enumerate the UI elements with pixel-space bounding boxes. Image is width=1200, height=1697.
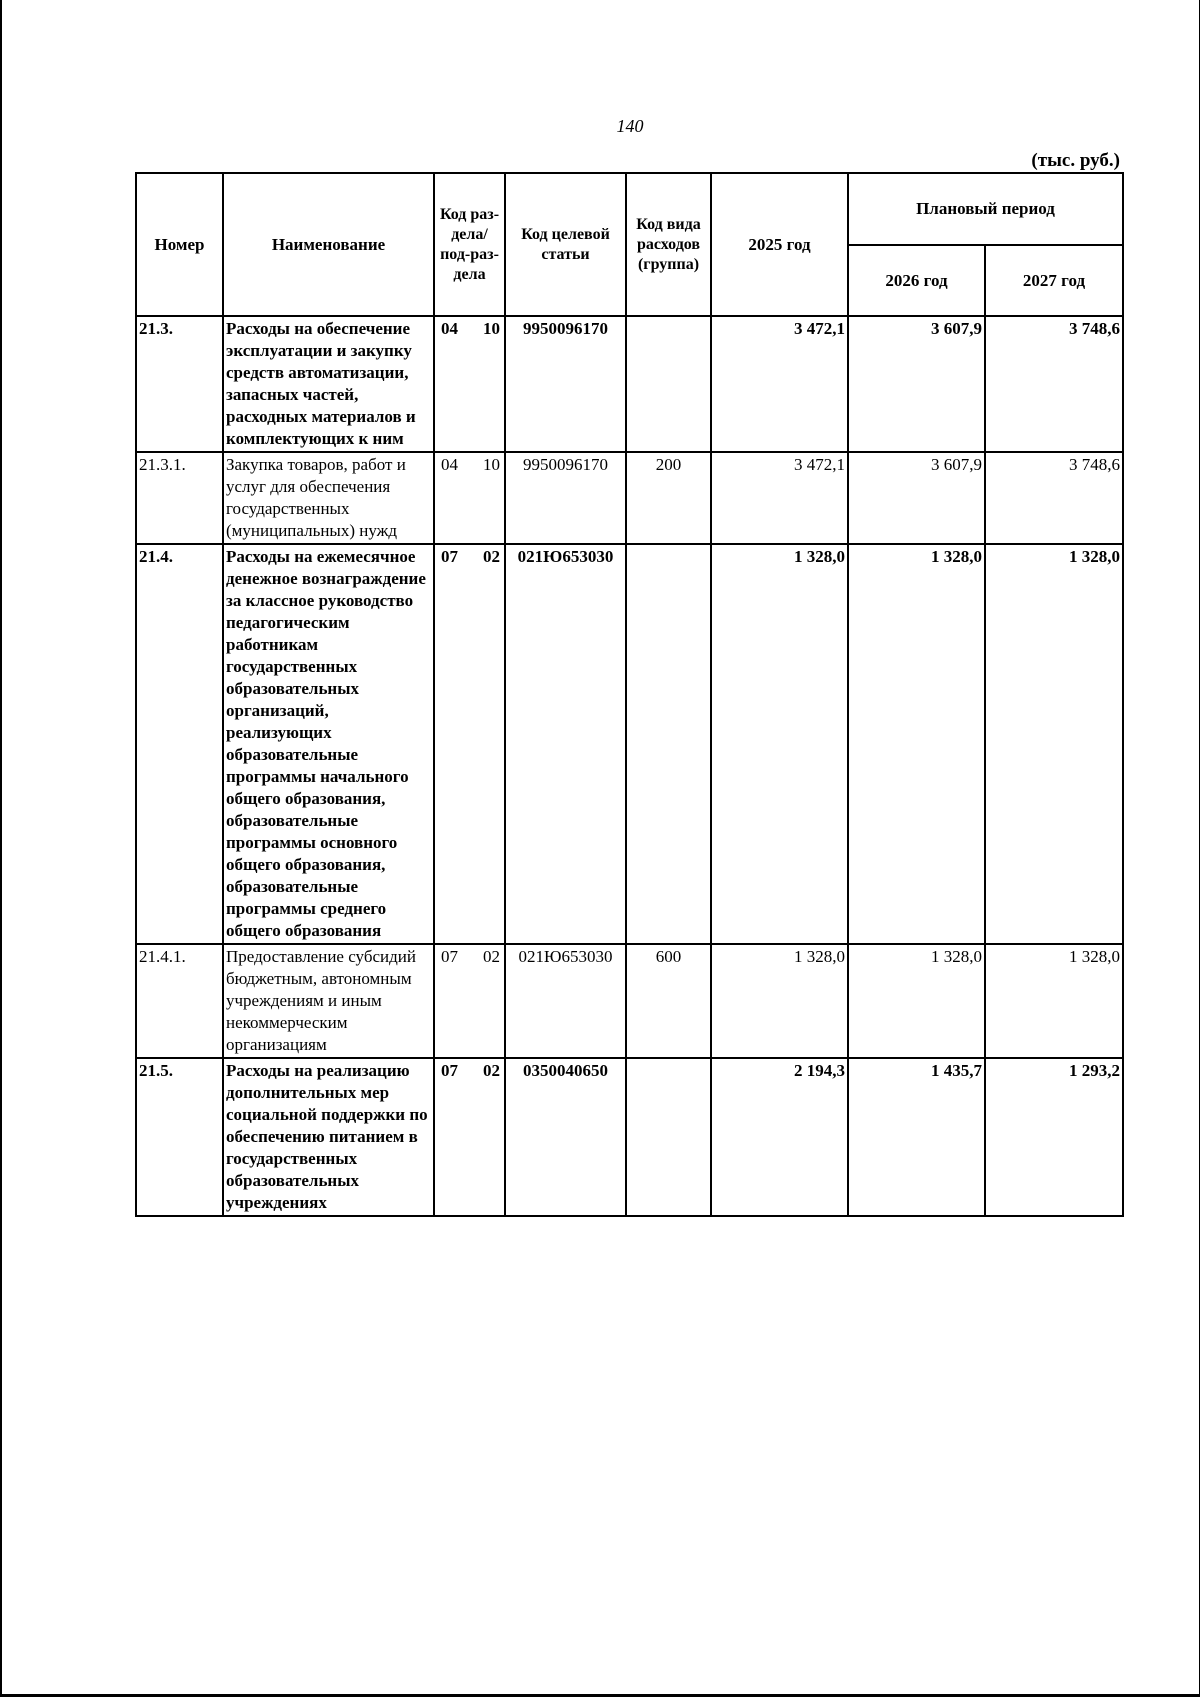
row-subsection: 10 <box>483 319 500 338</box>
row-2025: 1 328,0 <box>711 944 848 1058</box>
row-2027: 3 748,6 <box>985 316 1123 452</box>
row-subsection: 10 <box>483 455 500 474</box>
row-target-code: 021Ю653030 <box>505 944 626 1058</box>
row-target-code: 021Ю653030 <box>505 544 626 944</box>
header-number: Номер <box>136 173 223 316</box>
table-row <box>136 452 1123 544</box>
row-expense-type <box>626 544 711 944</box>
header-planned-period: Плановый период <box>848 173 1123 245</box>
row-name: Предоставление субсидий бюджетным, автономным учреждениям и иным некоммерческим организациям <box>223 944 434 1058</box>
row-section: 07 <box>441 1061 458 1080</box>
table-row <box>136 316 1123 452</box>
row-2026: 3 607,9 <box>848 452 985 544</box>
row-section: 04 <box>441 319 458 338</box>
row-section-code <box>434 316 505 452</box>
header-year-2026: 2026 год <box>848 245 985 316</box>
row-section-code <box>434 1058 505 1216</box>
row-2027: 1 293,2 <box>985 1058 1123 1216</box>
row-section: 07 <box>441 547 458 566</box>
units-label: (тыс. руб.) <box>1031 150 1120 171</box>
row-subsection: 02 <box>483 1061 500 1080</box>
row-2026: 1 328,0 <box>848 944 985 1058</box>
row-name: Расходы на обеспечение эксплуатации и закупку средств автоматизации, запасных частей, расходных материалов и комплектующих к ним <box>223 316 434 452</box>
row-section-code <box>434 544 505 944</box>
row-section: 07 <box>441 947 458 966</box>
header-year-2025: 2025 год <box>711 173 848 316</box>
row-target-code: 9950096170 <box>505 452 626 544</box>
row-number: 21.5. <box>136 1058 223 1216</box>
row-expense-type: 200 <box>626 452 711 544</box>
row-2025: 3 472,1 <box>711 316 848 452</box>
row-target-code: 9950096170 <box>505 316 626 452</box>
budget-table <box>135 172 1124 1217</box>
row-expense-type <box>626 1058 711 1216</box>
header-target-code: Код целевой статьи <box>505 173 626 316</box>
row-number: 21.3.1. <box>136 452 223 544</box>
row-subsection: 02 <box>483 547 500 566</box>
row-name: Расходы на реализацию дополнительных мер социальной поддержки по обеспечению питанием в государственных образовательных учреждениях <box>223 1058 434 1216</box>
header-section-code: Код раз-дела/ под-раз-дела <box>434 173 505 316</box>
scan-border-left <box>0 0 2 1697</box>
row-2026: 3 607,9 <box>848 316 985 452</box>
row-2025: 2 194,3 <box>711 1058 848 1216</box>
header-name: Наименование <box>223 173 434 316</box>
row-2027: 3 748,6 <box>985 452 1123 544</box>
row-section-code <box>434 944 505 1058</box>
row-name: Закупка товаров, работ и услуг для обеспечения государственных (муниципальных) нужд <box>223 452 434 544</box>
row-section: 04 <box>441 455 458 474</box>
row-number: 21.4. <box>136 544 223 944</box>
row-section-code <box>434 452 505 544</box>
page-number: 140 <box>616 116 644 136</box>
row-2025: 3 472,1 <box>711 452 848 544</box>
table-row <box>136 1058 1123 1216</box>
header-year-2027: 2027 год <box>985 245 1123 316</box>
table-row <box>136 544 1123 944</box>
row-subsection: 02 <box>483 947 500 966</box>
row-name: Расходы на ежемесячное денежное вознаграждение за классное руководство педагогическим работникам государственных образовательных организаций, реализующих образовательные программы начального общего образования, образовательные программы основного общего образования, образовательные программы среднего общего образования <box>223 544 434 944</box>
row-2026: 1 435,7 <box>848 1058 985 1216</box>
row-2027: 1 328,0 <box>985 544 1123 944</box>
row-2026: 1 328,0 <box>848 544 985 944</box>
row-2025: 1 328,0 <box>711 544 848 944</box>
row-number: 21.4.1. <box>136 944 223 1058</box>
row-expense-type: 600 <box>626 944 711 1058</box>
table-row <box>136 944 1123 1058</box>
row-target-code: 0350040650 <box>505 1058 626 1216</box>
row-2027: 1 328,0 <box>985 944 1123 1058</box>
header-expense-type: Код вида расходов (группа) <box>626 173 711 316</box>
row-expense-type <box>626 316 711 452</box>
row-number: 21.3. <box>136 316 223 452</box>
